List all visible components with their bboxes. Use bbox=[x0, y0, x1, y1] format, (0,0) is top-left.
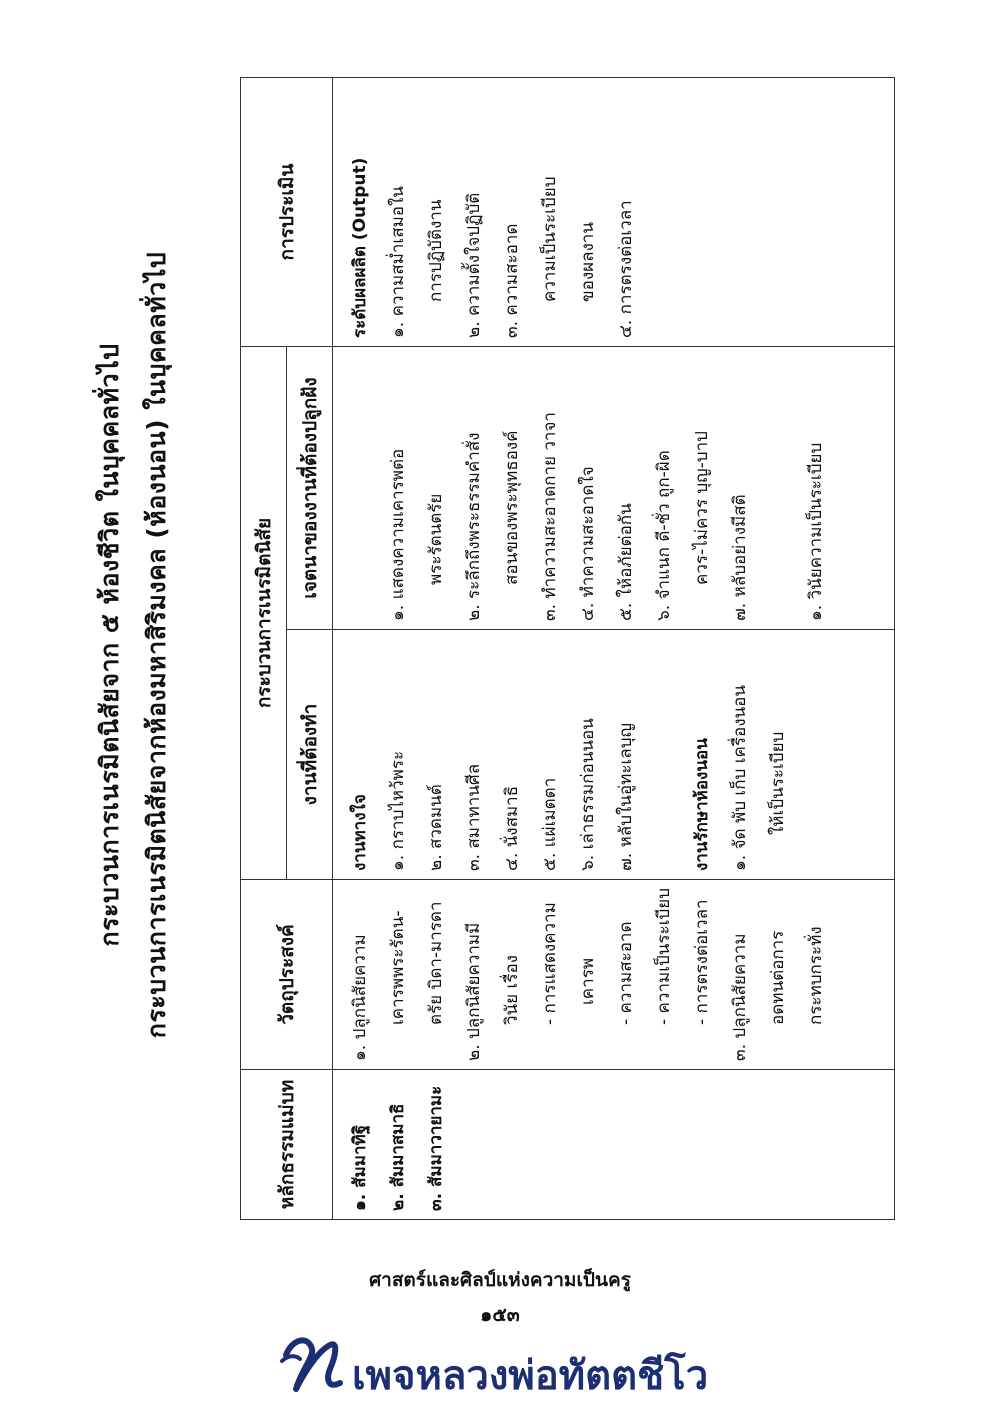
sub-title: กระบวนการเนรมิตนิสัยจากห้องมหาสิริมงคล (ห้องนอน) ในบุคคลทั่วไป bbox=[142, 251, 171, 1039]
evaluation-line: ความเป็นระเบียบ bbox=[540, 176, 560, 302]
objective-line: ตรัย บิดา-มารดา bbox=[426, 901, 446, 1025]
evaluation-line: ๔. การตรงต่อเวลา bbox=[616, 200, 636, 338]
header-process: กระบวนการเนรมิตนิสัย bbox=[241, 347, 287, 880]
principle-item: ๒. สัมมาสมาธิ bbox=[388, 1103, 408, 1211]
objective-line: - ความสะอาด bbox=[616, 921, 636, 1025]
page-number: ๑๕๓ bbox=[480, 1304, 520, 1326]
objective-line: ๑. ปลูกนิสัยความ bbox=[350, 934, 370, 1061]
principle-item: ๑. สัมมาทิฐิ bbox=[350, 1124, 370, 1211]
intent-line: ๖. จำแนก ดี-ชั่ว ถูก-ผิด bbox=[654, 450, 674, 621]
evaluation-line: การปฏิบัติงาน bbox=[426, 199, 446, 302]
process-table bbox=[240, 77, 895, 1220]
tasks-cell bbox=[333, 630, 895, 880]
objective-line: ๓. ปลูกนิสัยความ bbox=[730, 933, 750, 1061]
objective-line: - การตรงต่อเวลา bbox=[692, 899, 712, 1025]
task-line: ๗. หลับในอู่ทะเลบุญ bbox=[616, 723, 636, 871]
principle-item: ๓. สัมมาวายามะ bbox=[426, 1085, 446, 1211]
intent-line: ๕. ให้อภัยต่อกัน bbox=[616, 503, 636, 621]
header-principle: หลักธรรมแม่บท bbox=[241, 1070, 333, 1220]
intent-line: สอนของพระพุทธองค์ bbox=[502, 430, 522, 585]
evaluation-line: ๓. ความสะอาด bbox=[502, 223, 522, 338]
evaluation-heading: ระดับผลผลิต (Output) bbox=[350, 157, 370, 338]
task-line: ๓. สมาทานศีล bbox=[464, 763, 484, 871]
task-line: ให้เป็นระเบียบ bbox=[768, 731, 788, 835]
header-evaluation: การประเมิน bbox=[241, 78, 333, 347]
task-line: ๑. จัด พับ เก็บ เครื่องนอน bbox=[730, 685, 750, 871]
main-title: กระบวนการเนรมิตนิสัยจาก ๕ ห้องชีวิต ในบุคคลทั่วไป bbox=[95, 343, 124, 947]
intent-line: ๒. ระลึกถึงพระธรรมคำสั่ง bbox=[464, 432, 484, 621]
intent-line: ๑. วินัยความเป็นระเบียบ bbox=[806, 442, 826, 621]
evaluation-line: ของผลงาน bbox=[578, 222, 598, 302]
header-intent: เจตนาของงานที่ต้องปลูกฝัง bbox=[287, 347, 333, 630]
intent-line: ๗. หลับอย่างมีสติ bbox=[730, 494, 750, 621]
intent-line: ๔. ทำความสะอาดใจ bbox=[578, 466, 598, 621]
objective-line: กระทบกระทั่ง bbox=[806, 926, 826, 1025]
intent-line: ควร-ไม่ควร บุญ-บาป bbox=[692, 431, 712, 585]
rotated-page bbox=[80, 60, 920, 1230]
task-line: ๑. กราบไหว้พระ bbox=[388, 750, 408, 871]
task-line: ๔. นั่งสมาธิ bbox=[502, 785, 522, 871]
intent-cell bbox=[333, 347, 895, 630]
header-tasks: งานที่ต้องทำ bbox=[287, 630, 333, 880]
logo-text: เพจหลวงพ่อทัตตชีโว bbox=[352, 1353, 709, 1399]
task-group-heading: งานทางใจ bbox=[350, 794, 370, 871]
intent-line: ๓. ทำความสะอาดกาย วาจา bbox=[540, 412, 560, 621]
principle-cell bbox=[333, 1070, 895, 1220]
tattajivo-script-mark-icon bbox=[278, 1325, 358, 1405]
book-title: ศาสตร์และศิลป์แห่งความเป็นครู bbox=[369, 1269, 631, 1291]
intent-spacer bbox=[759, 353, 797, 621]
intent-line: ๑. แสดงความเคารพต่อ bbox=[388, 448, 408, 621]
intent-spacer bbox=[341, 353, 379, 621]
objective-line: ๒. ปลูกนิสัยความมี bbox=[464, 922, 484, 1061]
objective-line: - ความเป็นระเบียบ bbox=[654, 887, 674, 1025]
evaluation-line: ๑. ความสม่ำเสมอใน bbox=[388, 186, 408, 338]
objective-line: - การแสดงความ bbox=[540, 902, 560, 1025]
evaluation-cell bbox=[333, 78, 895, 347]
objective-line: เคารพ bbox=[578, 957, 598, 1005]
objective-line: อดทนต่อการ bbox=[768, 930, 788, 1025]
task-line: ๕. แผ่เมตตา bbox=[540, 777, 560, 871]
task-group-heading: งานรักษาห้องนอน bbox=[692, 738, 712, 871]
evaluation-line: ๒. ความตั้งใจปฏิบัติ bbox=[464, 192, 484, 338]
task-line: ๖. เล่าธรรมก่อนนอน bbox=[578, 718, 598, 871]
task-spacer bbox=[645, 636, 683, 871]
objective-line: เคารพพระรัตน- bbox=[388, 910, 408, 1025]
objective-cell bbox=[333, 880, 895, 1070]
page-logo bbox=[0, 1325, 1000, 1405]
task-line: ๒. สวดมนต์ bbox=[426, 784, 446, 871]
objective-line: วินัย เรื่อง bbox=[502, 955, 522, 1025]
header-objective: วัตถุประสงค์ bbox=[241, 880, 333, 1070]
intent-line: พระรัตนตรัย bbox=[426, 493, 446, 585]
